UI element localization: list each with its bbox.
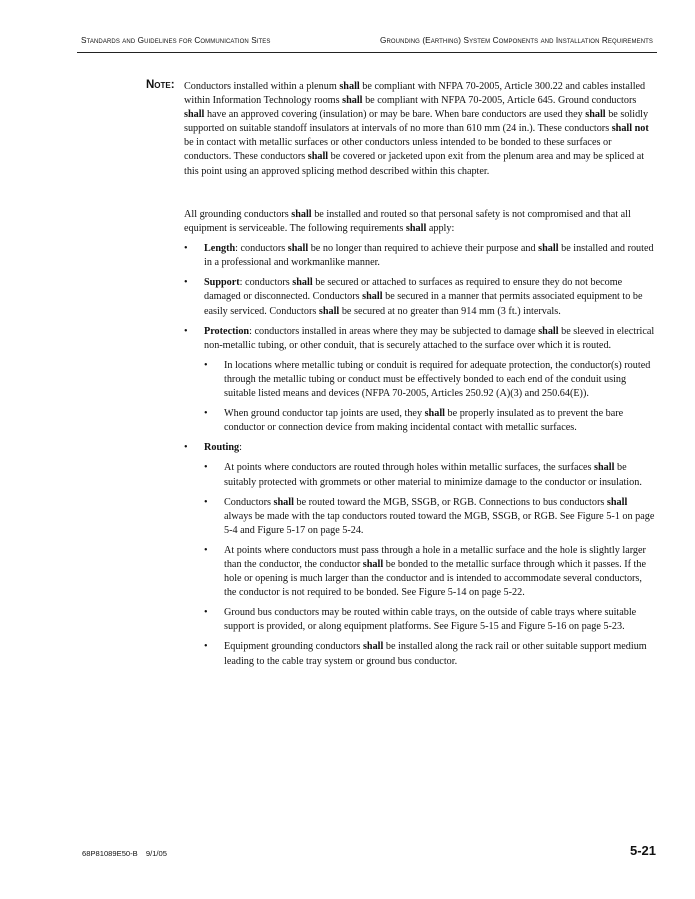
- requirement-text: [204, 326, 654, 351]
- sub-requirement-item: [204, 640, 656, 668]
- sub-requirement-text: [224, 408, 623, 433]
- text-run: : conductors: [235, 243, 288, 255]
- text-run: Conductors installed within a plenum: [184, 81, 340, 92]
- text-run: be installed and routed in a professional and workmanlike manner.: [204, 243, 654, 269]
- sub-requirement-text: [224, 607, 636, 632]
- text-run: Conductors: [224, 496, 274, 508]
- requirement-item: [184, 242, 656, 270]
- sub-requirements-list: [204, 359, 656, 435]
- page-number: 5-21: [629, 843, 656, 858]
- bold-term: shall: [362, 558, 384, 570]
- text-run: be installed along the rack rail or other suitable support medium leading to the cable tray system or ground bus conductor.: [224, 641, 647, 667]
- text-run: Equipment grounding conductors: [224, 641, 363, 653]
- text-run: be secured in a manner that permits associated equipment to be easily serviced. Conductors: [204, 291, 643, 317]
- bullet-glyph: •: [204, 496, 208, 508]
- sub-requirement-text: [224, 641, 647, 666]
- requirement-item: [184, 276, 656, 318]
- sub-requirement-item: [204, 606, 656, 634]
- bold-term: shall: [594, 462, 615, 474]
- note-label: Note:: [146, 79, 175, 91]
- text-run: be secured or attached to surfaces as required to ensure they do not become damaged or disconnected. Conductors: [204, 277, 623, 303]
- bold-term: shall: [307, 151, 329, 163]
- header-left-title: Standards and Guidelines for Communication Sites: [81, 36, 271, 45]
- header-rule: [77, 52, 657, 53]
- text-run: be sleeved in electrical non-metallic tubing, or other conduit, that is securely attached to the surface over which it is routed.: [204, 325, 655, 351]
- bold-term: shall: [424, 408, 445, 420]
- bold-term: shall: [339, 81, 360, 92]
- bullet-glyph: •: [204, 641, 208, 653]
- text-run: Ground bus conductors may be routed within cable trays, on the outside of cable trays where suitable support is provided, or along equipment platforms. See Figure 5-15 and Figure 5-16 on page 5-23.: [224, 607, 637, 633]
- bullet-glyph: •: [204, 462, 208, 474]
- sub-requirement-text: [224, 360, 650, 399]
- bold-term: shall not: [611, 123, 649, 135]
- bullet-glyph: •: [184, 325, 188, 337]
- requirement-item: [184, 325, 656, 436]
- note-text: [184, 80, 656, 179]
- text-run: be compliant with NFPA 70-2005, Article 300.22 and cables installed within Information Technology rooms: [184, 81, 646, 107]
- bold-term: Routing: [204, 442, 240, 454]
- bold-term: shall: [538, 243, 559, 255]
- bold-term: shall: [538, 325, 559, 337]
- sub-requirement-item: [204, 496, 656, 538]
- bold-term: Support: [204, 277, 240, 289]
- bullet-glyph: •: [184, 442, 188, 454]
- bold-term: shall: [318, 305, 340, 317]
- text-run: be covered or jacketed upon exit from the plenum area and may be spliced at this point using an approved splicing method described within this chapter.: [184, 151, 645, 177]
- requirement-text: [204, 442, 242, 453]
- bold-term: shall: [291, 209, 312, 220]
- bold-term: shall: [287, 243, 309, 255]
- bold-term: shall: [362, 291, 383, 303]
- text-run: All grounding conductors: [184, 209, 292, 220]
- sub-requirement-text: [224, 462, 642, 487]
- text-run: always be made with the tap conductors routed toward the MGB, SSGB, or RGB. See Figure 5-1 on page 5-4 and Figure 5-17 on page 5-24.: [224, 510, 655, 536]
- sub-requirements-list: [204, 461, 656, 668]
- text-run: be bonded to the metallic surface through which it passes. If the hole or opening is much larger than the conductor and is intended to accommodate several conductors, the conductor is not required to be bonded. See Figure 5-14 on page 5-22.: [224, 558, 646, 599]
- sub-requirement-text: [224, 545, 646, 598]
- bullet-glyph: •: [204, 607, 208, 619]
- bold-term: shall: [184, 109, 205, 121]
- footer-date: 9/1/05: [145, 849, 167, 858]
- text-run: be properly insulated as to prevent the bare conductor or connection device from making incidental contact with metallic surfaces.: [224, 408, 624, 434]
- bullet-glyph: •: [184, 243, 188, 255]
- text-run: be solidly supported on suitable standoff insulators at intervals of no more than 610 mm (24 in.). These conductors: [184, 109, 649, 135]
- text-run: At points where conductors must pass through a hole in a metallic surface and the hole is slightly larger than the conductor, the conductor: [224, 544, 646, 570]
- text-run: At points where conductors are routed through holes within metallic surfaces, the surfaces: [224, 462, 595, 474]
- bullet-glyph: •: [204, 544, 208, 556]
- bold-term: shall: [292, 277, 313, 289]
- sub-requirement-text: [224, 497, 654, 536]
- bold-term: shall: [606, 496, 628, 508]
- sub-requirement-item: [204, 461, 656, 489]
- text-run: be installed and routed so that personal safety is not compromised and that all equipment is serviceable. The following requirements: [184, 209, 631, 235]
- bold-term: shall: [362, 641, 384, 653]
- requirement-text: [204, 277, 643, 316]
- bullet-glyph: •: [204, 359, 208, 371]
- intro-paragraph: [184, 208, 656, 236]
- bullet-glyph: •: [184, 277, 188, 289]
- bold-term: Protection: [204, 325, 250, 337]
- sub-requirement-item: [204, 544, 656, 600]
- running-header: [77, 36, 655, 50]
- text-run: apply:: [426, 223, 455, 235]
- requirement-text: [204, 243, 654, 268]
- footer-doc-number: 68P81089E50-B: [82, 849, 138, 858]
- text-run: be no longer than required to achieve their purpose and: [308, 243, 539, 255]
- bold-term: Length: [204, 243, 236, 255]
- main-content: [184, 208, 656, 675]
- header-right-title: Grounding (Earthing) System Components and Installation Requirements: [380, 36, 653, 45]
- sub-requirement-item: [204, 407, 656, 435]
- sub-requirement-item: [204, 359, 656, 401]
- text-run: be in contact with metallic surfaces or other conductors unless intended to be bonded to these surfaces or conductors. These conductors: [184, 137, 612, 163]
- text-run: : conductors: [239, 277, 293, 289]
- bold-term: shall: [585, 109, 606, 121]
- text-run: be suitably protected with grommets or other material to minimize damage to the conductor or insulation.: [224, 462, 642, 488]
- bold-term: shall: [342, 95, 363, 107]
- footer-doc-info: [82, 849, 173, 858]
- requirements-list: [184, 242, 656, 668]
- bold-term: shall: [405, 223, 427, 235]
- text-run: be compliant with NFPA 70-2005, Article 645. Ground conductors: [362, 95, 637, 107]
- requirement-item: [184, 441, 656, 668]
- text-run: In locations where metallic tubing or conduit is required for adequate protection, the conductor(s) routed through the metallic tubing or conduct must be effectively bonded to each end of the conduit using suitable listed means and devices (NFPA 70-2005, Articles 250.92 (A)(3) and 250.64(E)).: [224, 359, 651, 400]
- text-run: be routed toward the MGB, SSGB, or RGB. Connections to bus conductors: [293, 496, 607, 508]
- text-run: be secured at no greater than 914 mm (3 ft.) intervals.: [339, 305, 561, 317]
- text-run: : conductors installed in areas where they may be subjected to damage: [249, 325, 539, 337]
- text-run: have an approved covering (insulation) or may be bare. When bare conductors are used they: [204, 109, 586, 121]
- text-run: When ground conductor tap joints are used, they: [224, 408, 425, 420]
- text-run: :: [239, 442, 242, 454]
- bold-term: shall: [273, 496, 294, 508]
- bullet-glyph: •: [204, 408, 208, 420]
